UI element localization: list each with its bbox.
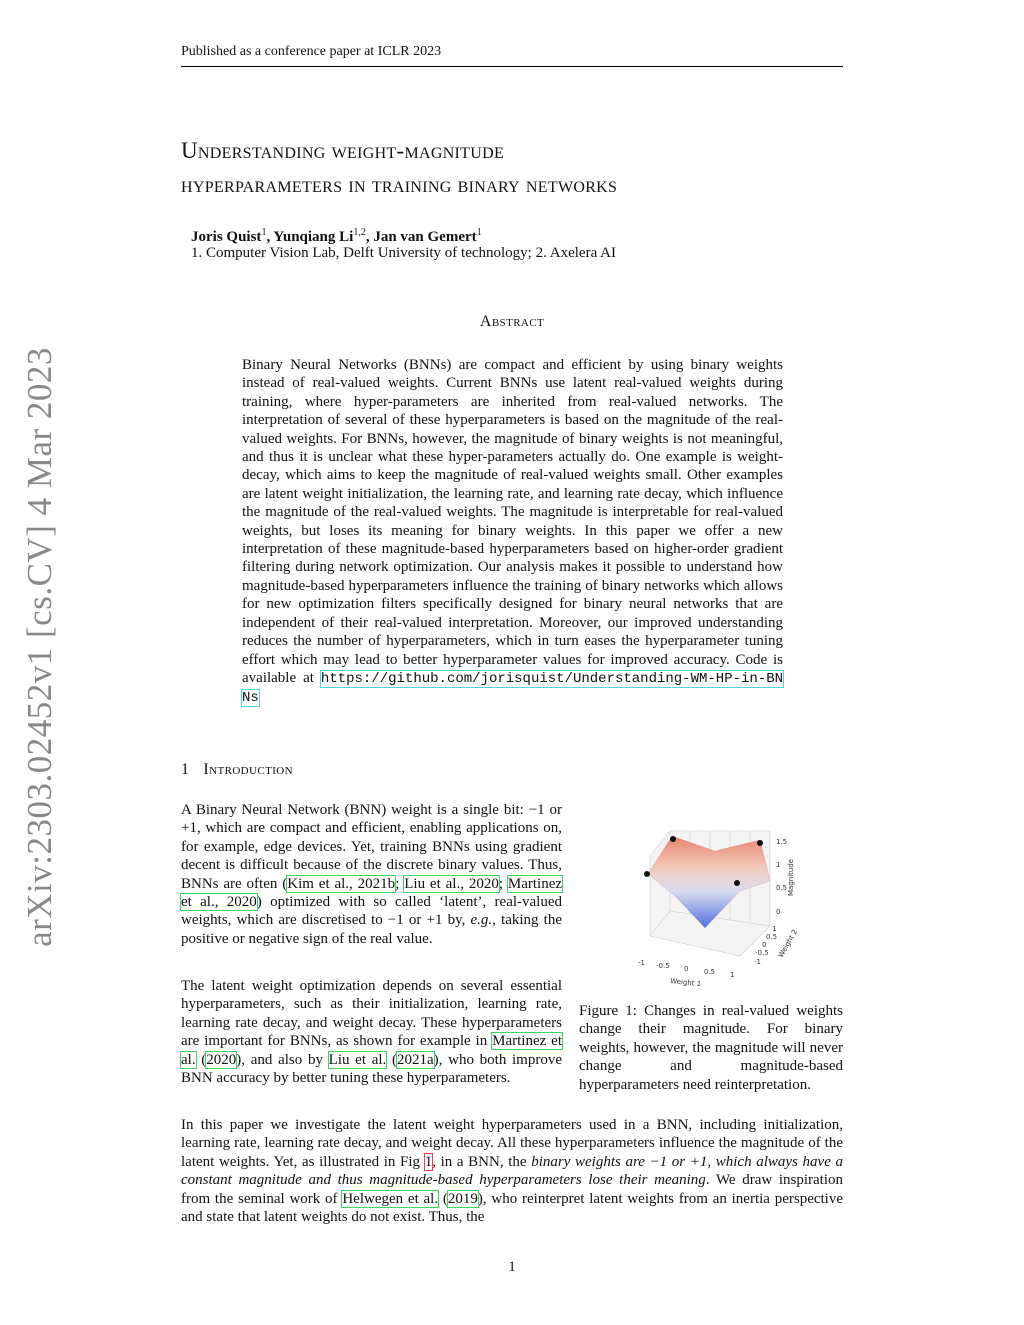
title-line-2: hyperparameters in training binary networks (181, 172, 618, 197)
author-list: Joris Quist$^1$, Yunqiang Li$^{1,2}$, Jan van Gemert$^1$ (191, 227, 482, 245)
x-tick: -1 (638, 959, 645, 967)
fig-1-ref[interactable]: 1 (424, 1153, 433, 1170)
intro-paragraph-2: The latent weight optimization depends on several essential hyperparameters, such as their initialization, learning rate, learning rate decay, and weight decay. These hyperparameters are important for BNNs, as shown for example in Martinez et al. (2020), and also by Liu et al. (2021a), who both improve BNN accuracy by better tuning these hyperparameters. (181, 978, 563, 1087)
binary-point-4 (734, 880, 740, 886)
section-title: Introduction (203, 761, 293, 778)
figure-1 (630, 826, 800, 991)
binary-point-3 (644, 871, 650, 877)
cite-liu-year[interactable]: 2021a (397, 1051, 434, 1068)
p3-text-4: , who reinterpret latent weights from an inertia perspective and state that latent weights do not exist. Thus, the (181, 1190, 844, 1226)
author-2-sup: 1,2 (353, 227, 366, 238)
p3-italic: binary weights are −1 or +1, which always have a constant magnitude and thus magnitude-based hyperparameters lose their meaning (181, 1153, 843, 1189)
p2-text-1: The latent weight optimization depends on several essential hyperparameters, such as their initialization, learning rate, learning rate decay, and weight decay. These hyperparameters are important for BNNs, as shown for example in (181, 978, 562, 1050)
p3-text-3: . We draw inspiration from the seminal work of (181, 1172, 843, 1207)
cite-martinez[interactable]: Martinez et al. (181, 1033, 563, 1068)
binary-point-1 (670, 836, 676, 842)
p1-text-2: ) optimized with so called ‘latent’, real-valued weights, which are discretised to −1 or +1 by, (181, 894, 563, 929)
p3-text-2: , in a BNN, the (432, 1153, 532, 1170)
p2-text-2: , and also by (241, 1051, 329, 1068)
p1-sep-2: ; (498, 875, 508, 892)
intro-paragraph-3: In this paper we investigate the latent weight hyperparameters used in a BNN, including initialization, learning rate, learning rate decay, and weight decay. All these hyperparameters influence the magnitude of the latent weights. Yet, as illustrated in Fig 1, in a BNN, the binary weights are −1 or +1, which always have a constant magnitude and thus magnitude-based hyperparameters lose their meaning. We draw inspiration from the seminal work of Helwegen et al. (2019), who reinterpret latent weights from an inertia perspective and state that latent weights do not exist. Thus, the (181, 1117, 844, 1226)
x-axis-label: Weight 1 (669, 977, 702, 986)
p2-text-3: , who both improve BNN accuracy by better tuning these hyperparameters. (181, 1051, 563, 1087)
p1-sep-1: ; (395, 875, 405, 892)
section-number: 1 (181, 761, 190, 778)
cite-martinez-year[interactable]: 2020 (206, 1051, 237, 1068)
author-1: Joris Quist (191, 229, 262, 245)
intro-paragraph-1 (181, 801, 562, 948)
z-tick: 1 (776, 861, 781, 869)
cite-helwegen[interactable]: Helwegen et al. (342, 1190, 439, 1207)
abstract-body (242, 356, 783, 708)
abstract-text: Binary Neural Networks (BNNs) are compact and efficient by using binary weights instead of real-valued weights. Current BNNs use latent real-valued weights during training, where hyper-parameters are inherited from real-valued networks. The interpretation of several of these hyperparameters is based on the magnitude of the real-valued weights. For BNNs, however, the magnitude of binary weights is not meaningful, and thus it is unclear what these hyper-parameters actually do. One example is weight-decay, which aims to keep the magnitude of real-valued weights small. Other examples are latent weight initialization, the learning rate, and learning rate decay, which influence the magnitude of the real-valued weights. The magnitude is interpretable for real-valued weights, but loses its meaning for binary weights. In this paper we offer a new interpretation of these magnitude-based hyperparameters based on higher-order gradient filtering during network optimization. Our analysis makes it possible to understand how magnitude-based hyperparameters influence the training of binary networks which allows for new optimization filters specifically designed for binary neural networks that are independent of their real-valued interpretation. Moreover, our improved understanding reduces the number of hyperparameters, which in turn eases the hyperparameter tuning effort which may lead to better hyperparameter values for improved accuracy. Code is available at (242, 357, 783, 686)
paper-title (181, 134, 617, 202)
p1-eg: e.g. (470, 912, 493, 929)
y-axis-label: Weight 2 (776, 928, 800, 959)
p3-text-1: In this paper we investigate the latent weight hyperparameters used in a BNN, including initialization, learning rate, learning rate decay, and weight decay. All these hyperparameters influence the magnitude of the latent weights. Yet, as illustrated in Fig (181, 1117, 843, 1170)
affiliations: 1. Computer Vision Lab, Delft University of technology; 2. Axelera AI (191, 245, 616, 261)
running-header: Published as a conference paper at ICLR 2023 (181, 44, 442, 59)
z-tick: 0 (776, 908, 781, 916)
abstract-heading: Abstract (479, 313, 545, 330)
binary-point-2 (757, 840, 763, 846)
title-line-1: Understanding weight-magnitude (181, 138, 505, 163)
author-2: Yunqiang Li (273, 229, 354, 245)
cite-liu[interactable]: Liu et al. (328, 1051, 387, 1068)
y-tick: 0 (762, 941, 767, 949)
x-tick: 0.5 (704, 968, 716, 976)
code-url-link[interactable]: https://github.com/jorisquist/Understanding-WM-HP-in-BNNs (242, 670, 783, 707)
x-tick: 1 (730, 971, 735, 979)
author-3-sup: 1 (476, 227, 482, 238)
y-tick: 0.5 (766, 933, 778, 941)
cite-helwegen-year[interactable]: 2019 (447, 1190, 478, 1207)
x-tick: 0 (684, 965, 689, 973)
page-number: 1 (508, 1259, 516, 1275)
author-3: Jan van Gemert (373, 229, 477, 245)
figure-1-caption: Figure 1: Changes in real-valued weights change their magnitude. For binary weights, however, the magnitude will never change and magnitude-based hyperparameters need reinterpretation. (579, 1003, 843, 1093)
y-tick: -0.5 (755, 949, 769, 957)
z-tick: 1.5 (776, 838, 788, 846)
header-rule (181, 66, 843, 67)
cite-liu-2020[interactable]: Liu et al., 2020 (404, 875, 499, 892)
author-1-sup: 1 (261, 227, 267, 238)
p1-text-3: , taking the positive or negative sign of the real value. (181, 912, 562, 947)
z-tick: 0.5 (776, 884, 788, 892)
arxiv-stamp: arXiv:2303.02452v1 [cs.CV] 4 Mar 2023 (20, 347, 59, 947)
z-axis-label: Magnitude (787, 858, 795, 896)
y-tick: -1 (754, 958, 761, 966)
x-tick-labels (638, 959, 734, 979)
x-tick: -0.5 (656, 962, 670, 970)
figure-1-plot (630, 826, 800, 986)
section-heading (181, 761, 293, 779)
y-tick: 1 (772, 925, 777, 933)
cite-kim-2021b[interactable]: Kim et al., 2021b (287, 875, 396, 892)
z-tick-labels (776, 838, 787, 916)
cite-martinez-2020[interactable]: Martinez et al., 2020 (181, 875, 563, 911)
p1-text-1: A Binary Neural Network (BNN) weight is a single bit: −1 or +1, which are compact and efficient, enabling applications on, for example, edge devices. Yet, training BNNs using gradient decent is difficult because of the discrete binary values. Thus, BNNs are often ( (181, 802, 562, 892)
